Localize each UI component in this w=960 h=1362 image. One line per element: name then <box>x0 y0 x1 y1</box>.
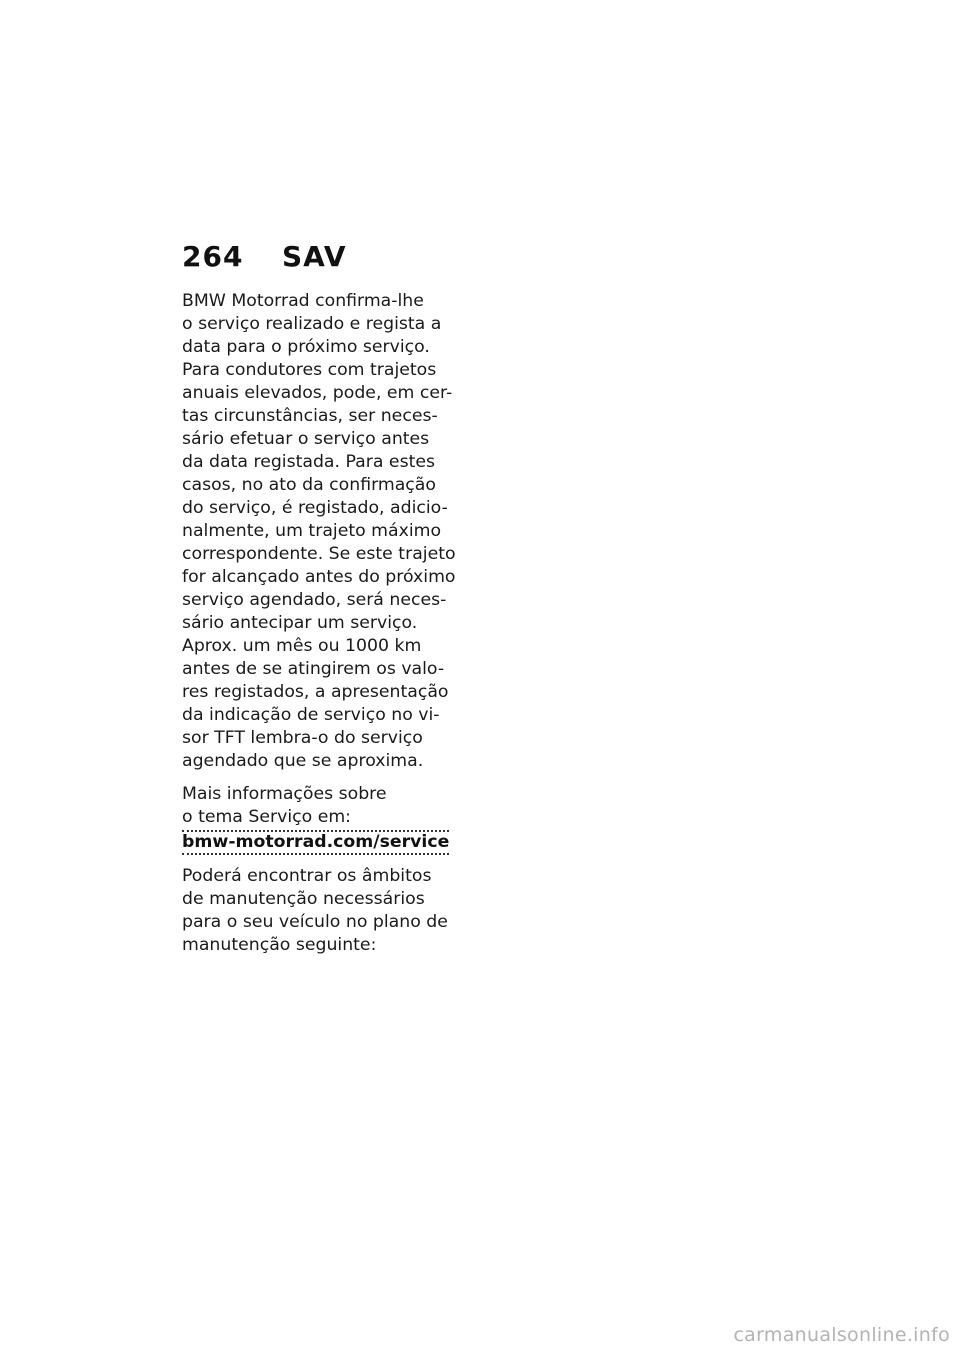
text-line: nalmente, um trajeto máximo <box>182 521 442 541</box>
paragraph-maintenance <box>182 865 457 957</box>
paragraph-spacer <box>182 773 457 783</box>
text-line: for alcançado antes do próximo <box>182 567 456 587</box>
text-line: Aprox. um mês ou 1000 km <box>182 636 422 656</box>
text-line: correspondente. Se este trajeto <box>182 544 456 564</box>
text-line: manutenção seguinte: <box>182 935 377 955</box>
text-line: data para o próximo serviço. <box>182 337 430 357</box>
page-header <box>182 240 347 280</box>
text-line: da data registada. Para estes <box>182 452 435 472</box>
body-text <box>182 290 457 957</box>
text-line: agendado que se aproxima. <box>182 751 424 771</box>
paragraph-spacer <box>182 855 457 865</box>
text-line: serviço agendado, será neces- <box>182 590 447 610</box>
text-line: de manutenção necessários <box>182 889 425 909</box>
watermark: carmanualsonline.info <box>733 1324 950 1346</box>
text-line: sário efetuar o serviço antes <box>182 429 430 449</box>
text-line: sário antecipar um serviço. <box>182 613 418 633</box>
text-line: da indicação de serviço no vi- <box>182 705 440 725</box>
text-line: do serviço, é registado, adicio- <box>182 498 448 518</box>
text-line: o serviço realizado e regista a <box>182 314 442 334</box>
text-line: para o seu veículo no plano de <box>182 912 448 932</box>
text-line: Para condutores com trajetos <box>182 360 437 380</box>
text-line: tas circunstâncias, ser neces- <box>182 406 438 426</box>
text-line: Poderá encontrar os âmbitos <box>182 866 432 886</box>
page-number: 264 <box>182 240 244 273</box>
text-line: sor TFT lembra-o do serviço <box>182 728 423 748</box>
service-link[interactable]: bmw-motorrad.com/service <box>182 830 449 855</box>
text-line: res registados, a apresentação <box>182 682 449 702</box>
text-line: antes de se atingirem os valo- <box>182 659 445 679</box>
text-line: BMW Motorrad confirma-lhe <box>182 291 424 311</box>
text-line: anuais elevados, pode, em cer- <box>182 383 453 403</box>
section-title: SAV <box>282 240 347 273</box>
paragraph-service-info <box>182 290 457 773</box>
paragraph-more-info <box>182 783 457 855</box>
text-line: o tema Serviço em: <box>182 807 351 827</box>
text-line: Mais informações sobre <box>182 784 387 804</box>
text-line: casos, no ato da confirmação <box>182 475 436 495</box>
